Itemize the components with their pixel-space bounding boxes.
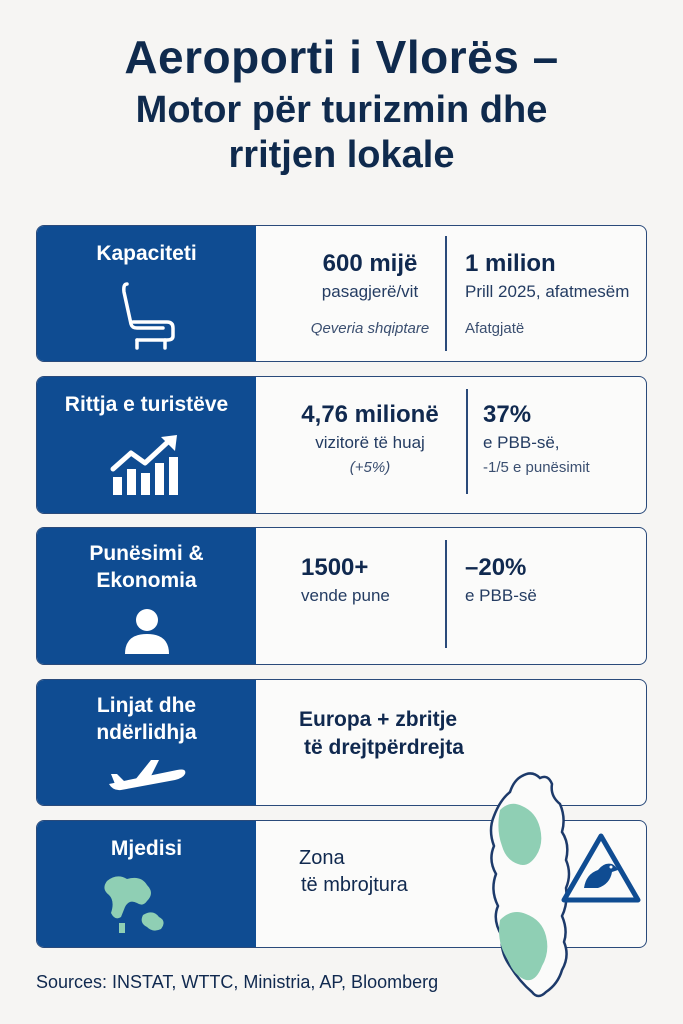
environment-text: [299, 845, 408, 899]
title-line-1: Aeroporti i Vlorës –: [124, 31, 559, 83]
row-label: [37, 680, 256, 747]
row-label-line: Linjat dhe: [96, 694, 197, 717]
title-line-3: rritjen lokale: [228, 134, 455, 177]
row-label-line: ndërlidhja: [96, 721, 197, 745]
page-title: [0, 30, 683, 178]
row-label-line: Ekonomia: [96, 569, 197, 593]
stat-value: 4,76 milionë: [301, 401, 439, 428]
growth-chart-icon: [37, 433, 256, 502]
divider: [466, 389, 468, 494]
stat-sub: pasagjerë/vit: [321, 282, 419, 301]
capacity-stat-future: [455, 250, 645, 337]
sources-footer: Sources: INSTAT, WTTC, Ministria, AP, Bloomberg: [36, 972, 439, 992]
divider: [445, 236, 447, 351]
row-label: Kapaciteti: [96, 242, 197, 265]
row-label: Rittja e turistëve: [64, 393, 229, 416]
airplane-icon: [37, 756, 256, 797]
row-label: Mjedisi: [110, 837, 183, 860]
employment-stat-jobs: [275, 554, 445, 606]
stat-note: Qeveria shqiptare: [310, 320, 430, 337]
stat-sub: vizitorë të huaj: [315, 433, 425, 452]
tourism-stat-gdp: [475, 401, 645, 476]
row-label-panel: [37, 226, 256, 361]
protected-area-icon: [36, 871, 246, 940]
row-tourism: [36, 376, 647, 514]
connectivity-line: Europa + zbritje: [299, 708, 458, 731]
connectivity-line: të drejtpërdrejta: [304, 736, 464, 760]
stat-value: 600 mijë: [322, 250, 418, 277]
row-capacity: [36, 225, 647, 362]
row-label-panel: [37, 680, 256, 805]
stat-note: -1/5 e punësimit: [483, 459, 590, 476]
row-label-line: Punësimi &: [89, 542, 204, 565]
row-label-panel: [37, 528, 256, 664]
stat-value: –20%: [465, 554, 527, 581]
stat-sub: vende pune: [301, 586, 390, 605]
stat-value: 1500+: [301, 554, 369, 581]
divider: [445, 540, 447, 648]
title-line-2: Motor për turizmin dhe: [135, 89, 548, 132]
environment-line: Zona: [299, 847, 345, 869]
person-icon: [37, 606, 256, 661]
stat-sub: Prill 2025, afatmesëm: [465, 282, 630, 301]
stat-note: Afatgjatë: [465, 320, 525, 337]
seat-icon: [37, 278, 256, 357]
tourism-stat-visitors: [275, 401, 465, 476]
employment-stat-gdp: [455, 554, 625, 606]
environment-line: të mbrojtura: [301, 874, 408, 896]
stat-sub: e PBB-së: [465, 586, 537, 605]
row-label-panel: [37, 821, 256, 947]
row-label-panel: [37, 377, 256, 513]
wildlife-warning-icon: [560, 832, 642, 909]
stat-value: 37%: [483, 401, 532, 428]
stat-sub: e PBB-së,: [483, 433, 560, 452]
stat-value: 1 milion: [465, 250, 556, 277]
row-label: [37, 528, 256, 595]
row-employment: [36, 527, 647, 665]
stat-note: (+5%): [349, 459, 391, 476]
connectivity-text: [299, 706, 464, 763]
capacity-stat-current: [275, 250, 465, 337]
